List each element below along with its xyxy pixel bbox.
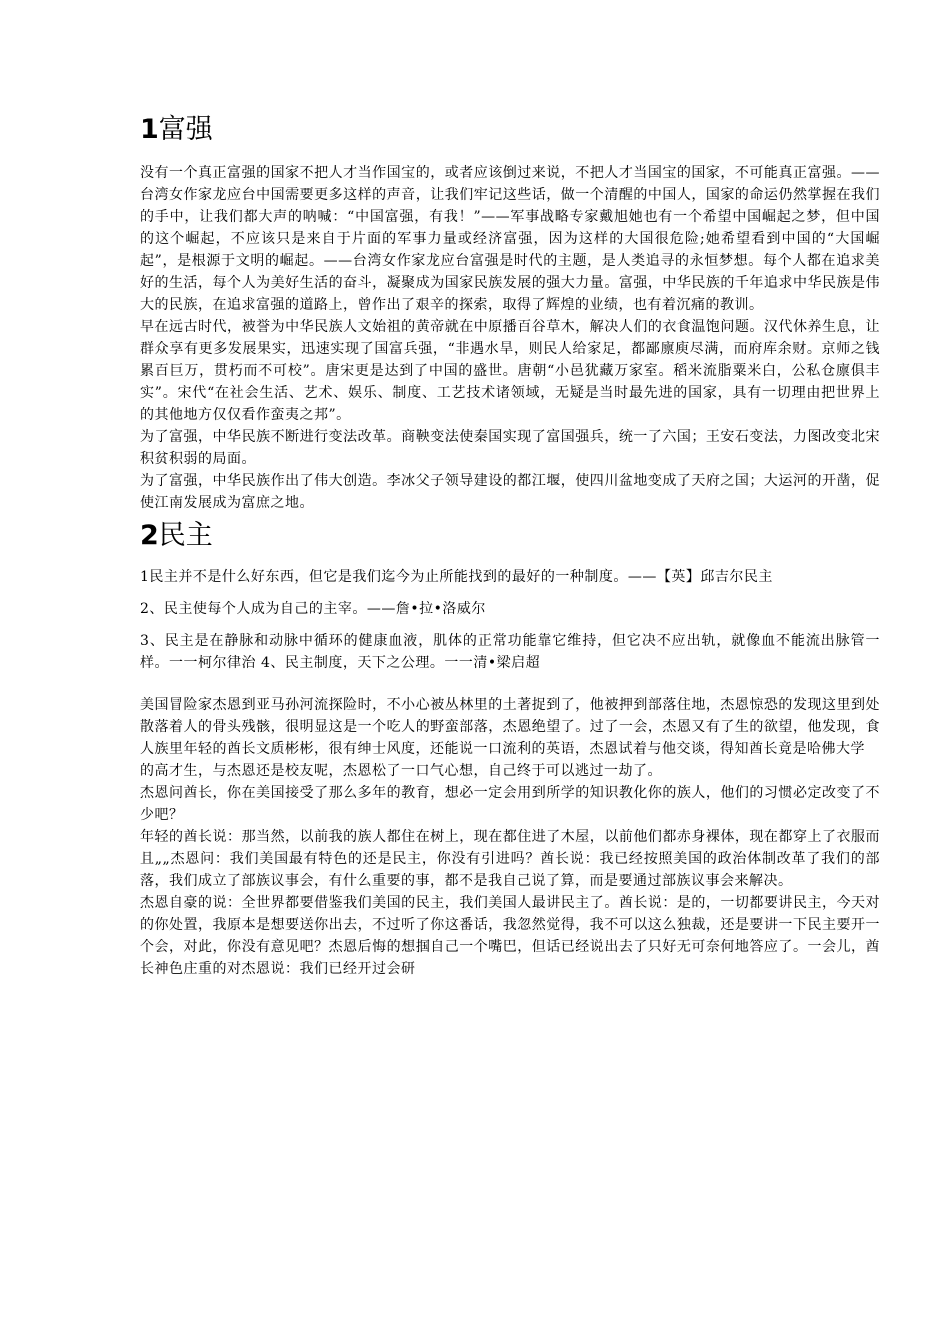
paragraph: 为了富强，中华民族作出了伟大创造。李冰父子领导建设的都江堰，使四川盆地变成了天府之国；大运河的开凿，促使江南发展成为富庶之地。: [140, 473, 880, 511]
quote-list: [140, 566, 880, 674]
quote-item: 3、民主是在静脉和动脉中循环的健康血液，肌体的正常功能靠它维持，但它决不应出轨，就像血不能流出脉管一样。一一柯尔律治 4、民主制度，天下之公理。一一清•梁启超: [140, 633, 880, 671]
section-heading-minzhu: [140, 514, 880, 558]
paragraph: 的高才生，与杰恩还是校友呢，杰恩松了一口气心想，自己终于可以逃过一劫了。: [140, 763, 662, 779]
story-body: [140, 694, 880, 980]
paragraph: 早在远古时代，被誉为中华民族人文始祖的黄帝就在中原播百谷草木，解决人们的衣食温饱问题。汉代休养生息，让群众享有更多发展果实，迅速实现了国富兵强，“非遇水旱，则民人给家足，都鄙廪庾尽满，而府库余财。京师之钱累百巨万，贯朽而不可校”。唐宋更是达到了中国的盛世。唐朝“小邑犹藏万家室。稻米流脂粟米白，公私仓廪俱丰实”。宋代“在社会生活、艺术、娱乐、制度、工艺技术诸领域，无疑是当时最先进的国家，具有一切理由把世界上的其他地方仅仅看作蛮夷之邦”。: [140, 319, 880, 423]
section-body-fuqiang: [140, 162, 880, 514]
section-heading-fuqiang: [140, 108, 880, 152]
section-number: 2: [140, 520, 159, 551]
quote-item: 2、民主使每个人成为自己的主宰。——詹•拉•洛威尔: [140, 601, 486, 617]
paragraph: 杰恩自豪的说：全世界都要借鉴我们美国的民主，我们美国人最讲民主了。酋长说：是的，一切都要讲民主，今天对的你处置，我原本是想要送你出去，不过听了你这番话，我忽然觉得，我不可以这么独裁，还是要讲一下民主要开一个会，对此，你没有意见吧？杰恩后悔的想掴自己一个嘴巴，但话已经说出去了只好无可奈何地答应了。一会儿，酋长神色庄重的对杰恩说：我们已经开过会研: [140, 895, 880, 977]
section-title: 富强: [158, 114, 213, 145]
paragraph: 年轻的酋长说：那当然，以前我的族人都住在树上，现在都住进了木屋，以前他们都赤身裸体，现在都穿上了衣服而且„„杰恩问：我们美国最有特色的还是民主，你没有引进吗？酋长说：我已经按照美国的政治体制改革了我们的部落，我们成立了部族议事会，有什么重要的事，都不是我自己说了算，而是要通过部族议事会来解决。: [140, 829, 880, 889]
paragraph: 杰恩问酋长，你在美国接受了那么多年的教育，想必一定会用到所学的知识教化你的族人，他们的习惯必定改变了不少吧？: [140, 785, 880, 823]
document-page: [140, 108, 880, 980]
section-number: 1: [140, 114, 159, 145]
section-title: 民主: [158, 520, 213, 551]
paragraph: 美国冒险家杰恩到亚马孙河流探险时，不小心被丛林里的土著捉到了，他被押到部落住地，杰恩惊恐的发现这里到处散落着人的骨头残骸，很明显这是一个吃人的野蛮部落，杰恩绝望了。过了一会，杰恩又有了生的欲望，他发现，食人族里年轻的酋长文质彬彬，很有绅士风度，还能说一口流利的英语，杰恩试着与他交谈，得知酋长竟是哈佛大学: [140, 697, 880, 757]
quote-item: 1民主并不是什么好东西，但它是我们迄今为止所能找到的最好的一种制度。——【英】邱吉尔民主: [140, 569, 773, 585]
paragraph: 没有一个真正富强的国家不把人才当作国宝的，或者应该倒过来说，不把人才当国宝的国家，不可能真正富强。——台湾女作家龙应台中国需要更多这样的声音，让我们牢记这些话，做一个清醒的中国人，国家的命运仍然掌握在我们的手中，让我们都大声的呐喊：“中国富强，有我！”——军事战略专家戴旭她也有一个希望中国崛起之梦，但中国的这个崛起，不应该只是来自于片面的军事力量或经济富强，因为这样的大国很危险;她希望看到中国的“大国崛起”，是根源于文明的崛起。——台湾女作家龙应台富强是时代的主题，是人类追寻的永恒梦想。每个人都在追求美好的生活，每个人为美好生活的奋斗，凝聚成为国家民族发展的强大力量。富强，中华民族的千年追求中华民族是伟大的民族，在追求富强的道路上，曾作出了艰辛的探索，取得了辉煌的业绩，也有着沉痛的教训。: [140, 165, 880, 313]
paragraph: 为了富强，中华民族不断进行变法改革。商鞅变法使秦国实现了富国强兵，统一了六国；王安石变法，力图改变北宋积贫积弱的局面。: [140, 429, 880, 467]
